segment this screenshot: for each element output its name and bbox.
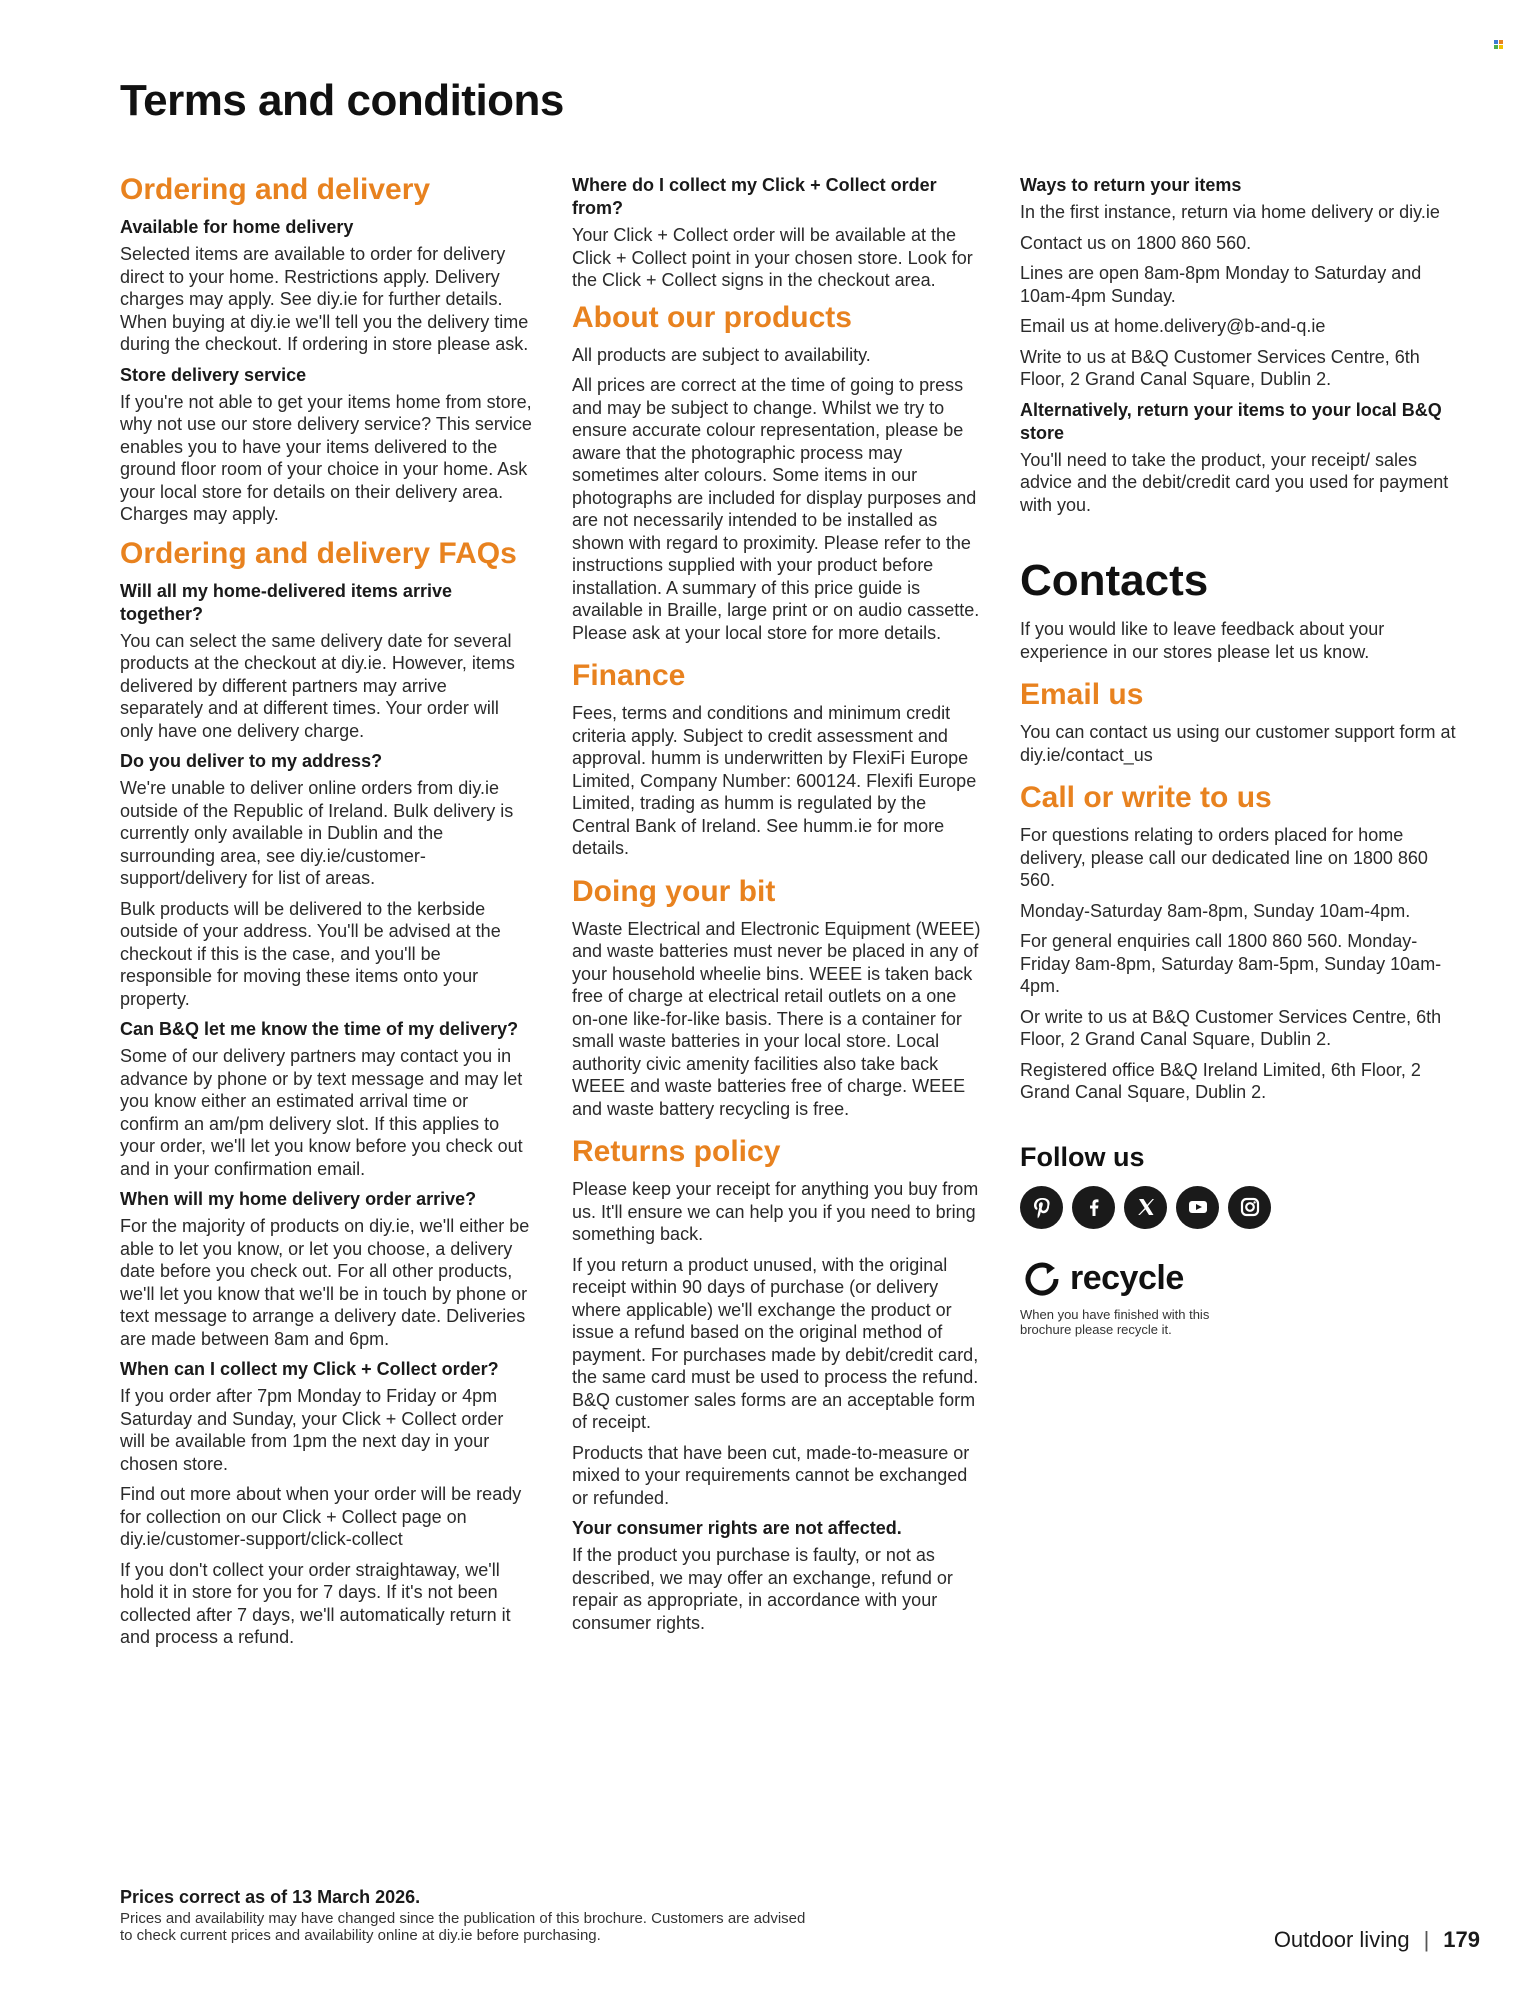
email-us-title: Email us xyxy=(1020,678,1144,711)
column-products xyxy=(572,168,984,1642)
returns-policy-title: Returns policy xyxy=(572,1135,781,1168)
faq-click-collect-more: Find out more about when your order will be ready for collection on our Click + Collect page on diy.ie/customer-support/click-collect xyxy=(120,1484,522,1549)
faq-deliver-address-question: Do you deliver to my address? xyxy=(120,751,383,771)
home-delivery-heading: Available for home delivery xyxy=(120,217,354,237)
recycle-word: recycle xyxy=(1070,1259,1184,1297)
faq-delivery-time-question: Can B&Q let me know the time of my delivery? xyxy=(120,1019,519,1039)
page-title: Terms and conditions xyxy=(120,76,564,125)
faq-click-collect-answer: If you order after 7pm Monday to Friday or 4pm Saturday and Sunday, your Click + Collect order will be available from 1pm the next day in your chosen store. xyxy=(120,1386,504,1474)
follow-us-title: Follow us xyxy=(1020,1141,1145,1172)
home-delivery-text: Selected items are available to order for delivery direct to your home. Restrictions apply. Delivery charges may apply. See diy.ie for further details. When buying at diy.ie we'll tell you the delivery time during the checkout. If ordering in store please ask. xyxy=(120,244,529,354)
about-products-title: About our products xyxy=(572,300,852,334)
social-icons-row xyxy=(1020,1186,1460,1229)
column-contacts xyxy=(1020,168,1460,1337)
instagram-icon[interactable] xyxy=(1228,1186,1271,1229)
youtube-icon[interactable] xyxy=(1176,1186,1219,1229)
registered-office-text: Registered office B&Q Ireland Limited, 6th Floor, 2 Grand Canal Square, Dublin 2. xyxy=(1020,1059,1421,1102)
page-number: 179 xyxy=(1443,1927,1480,1952)
prices-correct-title: Prices correct as of 13 March 2026. xyxy=(120,1887,421,1907)
corner-logo-mark xyxy=(1494,40,1504,50)
faq-click-collect-question: When can I collect my Click + Collect order? xyxy=(120,1359,499,1379)
ways-first-instance-text: In the first instance, return via home delivery or diy.ie xyxy=(1020,202,1440,222)
recycle-block xyxy=(1020,1257,1460,1337)
alternative-return-text: You'll need to take the product, your receipt/ sales advice and the debit/credit card you used for payment with you. xyxy=(1020,449,1449,515)
contacts-feedback-text: If you would like to leave feedback about your experience in our stores please let us know. xyxy=(1020,619,1385,662)
returns-faulty-text: If the product you purchase is faulty, or not as described, we may offer an exchange, refund or repair as appropriate, in accordance with your consumer rights. xyxy=(572,1545,953,1633)
alternative-return-heading: Alternatively, return your items to your local B&Q store xyxy=(1020,399,1442,443)
email-us-text: You can contact us using our customer support form at diy.ie/contact_us xyxy=(1020,722,1456,765)
finance-title: Finance xyxy=(572,659,686,692)
contacts-title: Contacts xyxy=(1020,556,1209,605)
products-prices-text: All prices are correct at the time of going to press and may be subject to change. Whilst we try to ensure accurate colour representation, please be aware that the photographic process may sometimes alter colours. Some items in our photographs are included for display purposes and are not necessarily intended to be installed as shown with regard to proximity. Please refer to the instructions supplied with your product before installation. A summary of this price guide is available in Braille, large print or on audio cassette. Please ask at your local store for more details. xyxy=(572,375,980,643)
ways-contact-text: Contact us on 1800 860 560. xyxy=(1020,232,1252,253)
call-general-enquiries-text: For general enquiries call 1800 860 560. Monday-Friday 8am-8pm, Saturday 8am-5pm, Sunday 10am-4pm. xyxy=(1020,931,1442,996)
ordering-delivery-title: Ordering and delivery xyxy=(120,173,431,206)
consumer-rights-heading: Your consumer rights are not affected. xyxy=(572,1518,902,1538)
finance-text: Fees, terms and conditions and minimum credit criteria apply. Subject to credit assessment and approval. humm is underwritten by FlexiFi Europe Limited, Company Number: 600124. Flexifi Europe Limited, trading as humm is regulated by the Central Bank of Ireland. See humm.ie for more details. xyxy=(572,703,977,858)
column-ordering xyxy=(120,168,532,1657)
faq-arrive-together-question: Will all my home-delivered items arrive together? xyxy=(120,580,452,624)
prices-disclaimer-text: Prices and availability may have changed since the publication of this brochure. Customers are advised to check current prices and availability online at diy.ie before purchasing. xyxy=(120,1910,806,1944)
recycle-icon xyxy=(1020,1257,1064,1301)
faq-collect-from-answer: Your Click + Collect order will be available at the Click + Collect point in your chosen store. Look for the Click + Collect signs in the checkout area. xyxy=(572,225,973,290)
store-delivery-text: If you're not able to get your items home from store, why not use our store delivery service? This service enables you to have your items delivered to the ground floor room of your choice in your home. Ask your local store for details on their delivery area. Charges may apply. xyxy=(120,391,532,524)
call-write-title: Call or write to us xyxy=(1020,781,1272,814)
recycle-logo xyxy=(1020,1257,1460,1301)
faq-delivery-time-answer: Some of our delivery partners may contact you in advance by phone or by text message and may let you know either an estimated arrival time or confirm an am/pm delivery slot. If this applies to your order, we'll let you know before you check out and in your confirmation email. xyxy=(120,1046,523,1179)
facebook-icon[interactable] xyxy=(1072,1186,1115,1229)
ways-to-return-heading: Ways to return your items xyxy=(1020,175,1242,195)
returns-custom-text: Products that have been cut, made-to-measure or mixed to your requirements cannot be exchanged or refunded. xyxy=(572,1442,970,1508)
products-availability-text: All products are subject to availability. xyxy=(572,344,871,365)
page-footer xyxy=(1274,1927,1480,1953)
faq-arrive-together-answer: You can select the same delivery date for several products at the checkout at diy.ie. However, items delivered by different partners may arrive separately and at different times. Your order will only have one delivery charge. xyxy=(120,630,515,741)
call-hours-text: Monday-Saturday 8am-8pm, Sunday 10am-4pm. xyxy=(1020,900,1411,921)
doing-your-bit-title: Doing your bit xyxy=(572,874,776,908)
faq-order-arrive-question: When will my home delivery order arrive? xyxy=(120,1189,477,1209)
delivery-faqs-title: Ordering and delivery FAQs xyxy=(120,536,517,570)
call-dedicated-line-text: For questions relating to orders placed for home delivery, please call our dedicated line on 1800 860 560. xyxy=(1020,825,1428,890)
faq-deliver-address-answer: We're unable to deliver online orders from diy.ie outside of the Republic of Ireland. Bulk delivery is currently only available in Dublin and the surrounding area, see diy.ie/customer-support/delivery for list of areas. xyxy=(120,778,514,888)
faq-click-collect-hold: If you don't collect your order straightaway, we'll hold it in store for you for 7 days. If it's not been collected after 7 days, we'll automatically return it and process a refund. xyxy=(120,1559,511,1647)
ways-write-text: Write to us at B&Q Customer Services Centre, 6th Floor, 2 Grand Canal Square, Dublin 2. xyxy=(1020,346,1420,389)
faq-collect-from-question: Where do I collect my Click + Collect order from? xyxy=(572,175,937,218)
recycle-note: When you have finished with this brochure please recycle it. xyxy=(1020,1306,1210,1337)
section-label: Outdoor living xyxy=(1273,1927,1410,1952)
prices-footer xyxy=(120,1886,820,1944)
ways-lines-open-text: Lines are open 8am-8pm Monday to Saturday and 10am-4pm Sunday. xyxy=(1020,263,1422,306)
footer-separator: | xyxy=(1423,1927,1430,1952)
store-delivery-heading: Store delivery service xyxy=(120,364,307,385)
returns-receipt-text: Please keep your receipt for anything you buy from us. It'll ensure we can help you if you need to bring something back. xyxy=(572,1179,979,1244)
call-write-address-text: Or write to us at B&Q Customer Services Centre, 6th Floor, 2 Grand Canal Square, Dublin 2. xyxy=(1020,1006,1442,1049)
ways-email-text: Email us at home.delivery@b-and-q.ie xyxy=(1020,316,1326,336)
faq-order-arrive-answer: For the majority of products on diy.ie, we'll either be able to let you know, or let you choose, a delivery date before you check out. For all other products, we'll let you know that we'll be in touch by phone or text message to arrange a delivery date. Deliveries are made between 8am and 6pm. xyxy=(120,1216,530,1349)
x-icon[interactable] xyxy=(1124,1186,1167,1229)
returns-unused-text: If you return a product unused, with the original receipt within 90 days of purchase (or delivery where applicable) we'll exchange the product or issue a refund based on the original method of payment. For purchases made by debit/credit card, the same card must be used to process the refund. B&Q customer sales forms are an acceptable form of receipt. xyxy=(572,1254,979,1432)
pinterest-icon[interactable] xyxy=(1020,1186,1063,1229)
weee-text: Waste Electrical and Electronic Equipment (WEEE) and waste batteries must never be placed in any of your household wheelie bins. WEEE is taken back free of charge at electrical retail outlets on a one on-one like-for-like basis. There is a container for small waste batteries in your local store. Local authority civic amenity facilities also take back WEEE and waste batteries free of charge. WEEE and waste battery recycling is free. xyxy=(572,918,981,1119)
faq-bulk-kerbside-answer: Bulk products will be delivered to the kerbside outside of your address. You'll be advised at the checkout if this is the case, and you'll be responsible for moving these items onto your property. xyxy=(120,898,501,1009)
